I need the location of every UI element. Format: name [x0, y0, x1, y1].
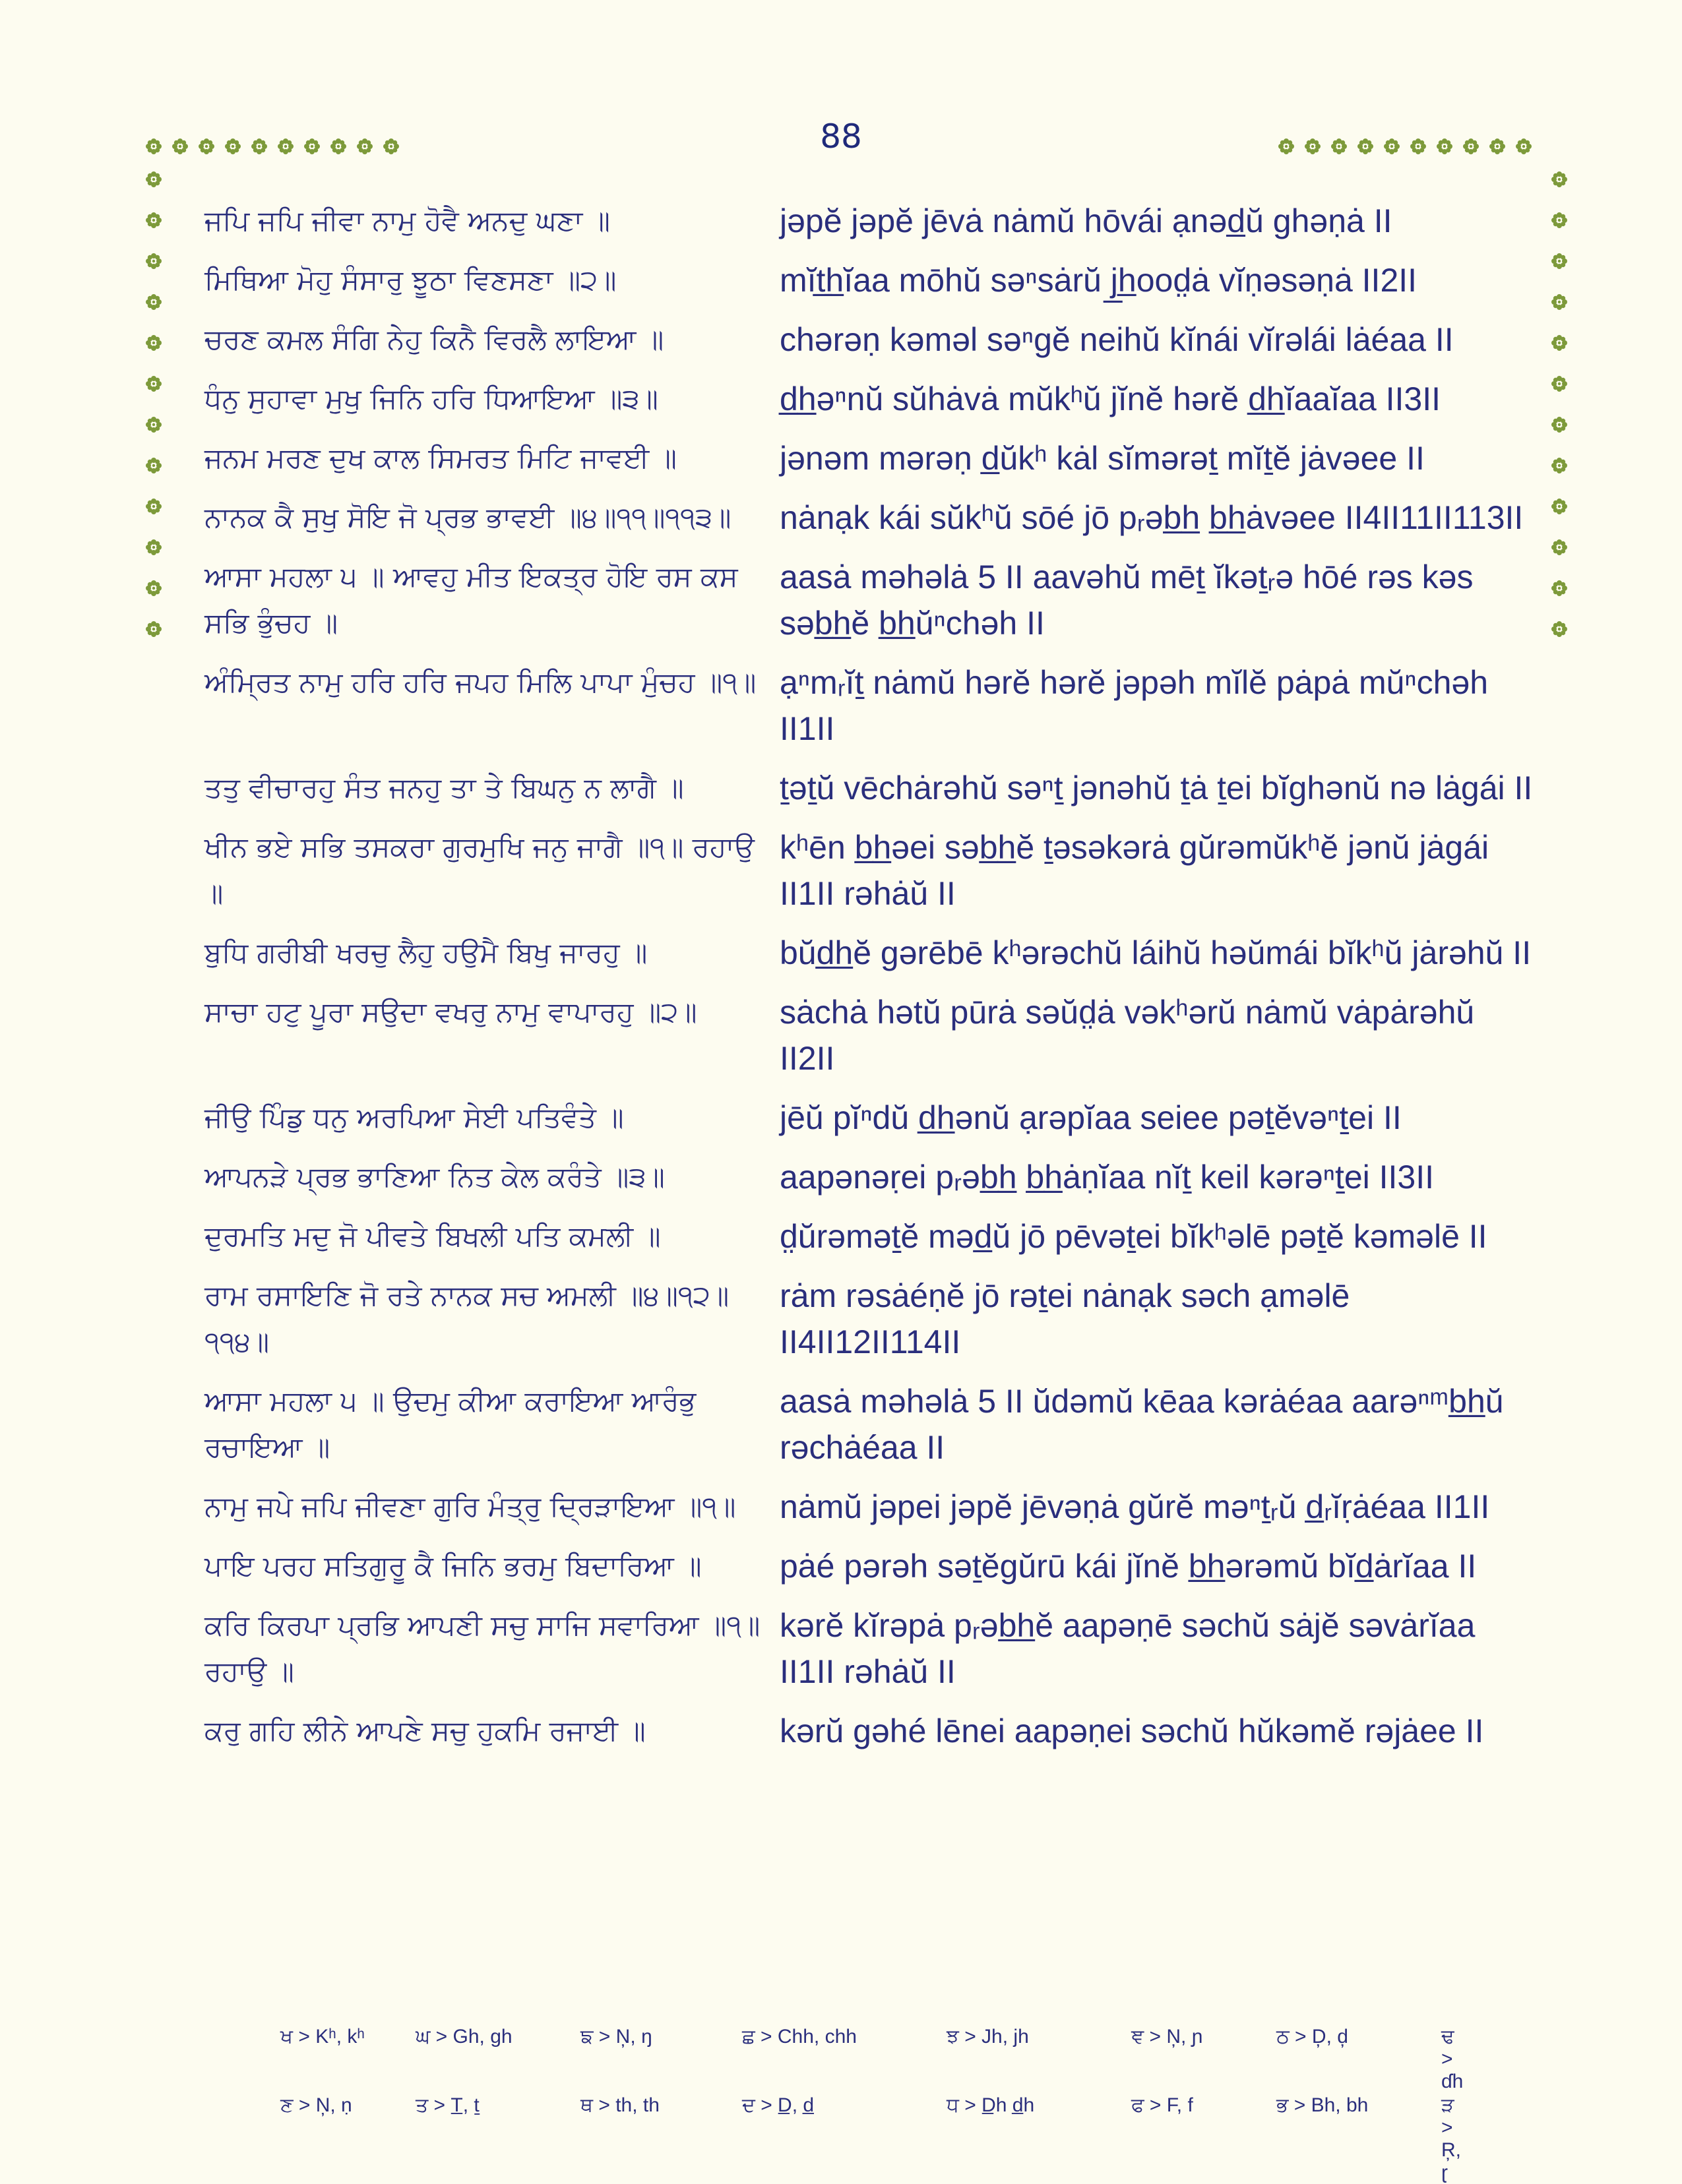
gurmukhi-line: ਆਸਾ ਮਹਲਾ ੫ ॥ ਉਦਮੁ ਕੀਆ ਕਰਾਇਆ ਆਰੰਭੁ ਰਚਾਇਆ ॥: [204, 1385, 697, 1463]
verse-row: [204, 435, 1537, 481]
verse-row: [204, 1213, 1537, 1259]
flower-ornament-icon: [146, 376, 162, 392]
legend-entry: ਧ > D̲h d̲h: [947, 2094, 1035, 2116]
flower-ornament-icon: [146, 335, 162, 351]
flower-ornament-icon: [1551, 458, 1567, 473]
gurmukhi-line: ਕਰੁ ਗਹਿ ਲੀਨੇ ਆਪਣੇ ਸਚੁ ਹੁਕਮਿ ਰਜਾਈ ॥: [204, 1714, 646, 1747]
flower-ornament-icon: [1551, 335, 1567, 351]
flower-ornament-icon: [1437, 138, 1452, 154]
gurmukhi-line: ਰਾਮ ਰਸਾਇਣਿ ਜੋ ਰਤੇ ਨਾਨਕ ਸਚ ਅਮਲੀ ॥੪॥੧੨॥੧੧੪॥: [204, 1279, 730, 1358]
legend-entry: ਞ > N̦, ɲ: [1131, 2026, 1203, 2048]
flower-ornament-icon: [1551, 621, 1567, 637]
transliteration-line: bŭd̲h̲ĕ gərēbē kʰərəchŭ láihŭ həŭmái bĭkʰŭ jȧrəhŭ II: [780, 934, 1532, 971]
flower-ornament-icon: [1551, 580, 1567, 596]
flower-ornament-icon: [172, 138, 188, 154]
legend-entry: ਭ > Bh, bh: [1276, 2094, 1369, 2116]
transliteration-line: jəpĕ jəpĕ jēvȧ nȧmŭ hōvái ạnəd̲ŭ ghəṇȧ II: [780, 202, 1392, 239]
flower-ornament-icon: [1551, 376, 1567, 392]
verse-row: [204, 1484, 1537, 1530]
legend-entry: ਫ > F, f: [1131, 2094, 1193, 2116]
gurmukhi-line: ਬੁਧਿ ਗਰੀਬੀ ਖਰਚੁ ਲੈਹੁ ਹਉਮੈ ਬਿਖੁ ਜਾਰਹੁ ॥: [204, 936, 648, 969]
gurmukhi-line: ਤਤੁ ਵੀਚਾਰਹੁ ਸੰਤ ਜਨਹੁ ਤਾ ਤੇ ਬਿਘਨੁ ਨ ਲਾਗੈ ॥: [204, 772, 684, 804]
flower-ornament-icon: [278, 138, 294, 154]
transliteration-line: nȧmŭ jəpei jəpĕ jēvəṇȧ gŭrĕ məⁿṯᵣŭ d̲ᵣĭṛȧéaa II1II: [780, 1488, 1490, 1525]
gurmukhi-line: ਆਪਨੜੇ ਪ੍ਰਭ ਭਾਣਿਆ ਨਿਤ ਕੇਲ ਕਰੰਤੇ ॥੩॥: [204, 1161, 665, 1193]
flower-ornament-icon: [1551, 212, 1567, 228]
flower-ornament-icon: [1516, 138, 1532, 154]
transliteration-line: aasȧ məhəlȧ 5 II ŭdəmŭ kēaa kərȧéaa aarəⁿᵐb̲h̲ŭ rəchȧéaa II: [780, 1383, 1504, 1466]
flower-ornament-icon: [146, 458, 162, 473]
transliteration-line: ạⁿmᵣĭṯ nȧmŭ hərĕ hərĕ jəpəh mĭlĕ pȧpȧ mŭⁿchəh II1II: [780, 664, 1489, 747]
legend-entry: ਠ > D̦, d̦: [1276, 2026, 1348, 2048]
verse-row: [204, 1154, 1537, 1200]
gurmukhi-line: ਮਿਥਿਆ ਮੋਹੁ ਸੰਸਾਰੁ ਝੂਠਾ ਵਿਣਸਣਾ ॥੨॥: [204, 264, 617, 296]
flower-ornament-icon: [225, 138, 241, 154]
transliteration-line: jənəm mərəṇ d̲ŭkʰ kȧl sĭmərəṯ mĭṯĕ jȧvəee II: [780, 440, 1425, 477]
gurmukhi-line: ਚਰਣ ਕਮਲ ਸੰਗਿ ਨੇਹੁ ਕਿਨੈ ਵਿਰਲੈ ਲਾਇਆ ॥: [204, 323, 664, 355]
verse-row: [204, 930, 1537, 976]
legend-entry: ਣ > N̦, ṇ: [280, 2094, 352, 2116]
flower-ornament-icon: [1551, 294, 1567, 310]
transliteration-line: aasȧ məhəlȧ 5 II aavəhŭ mēṯ ĭkəṯᵣə hōé rəs kəs səb̲h̲ĕ b̲h̲ŭⁿchəh II: [780, 559, 1474, 642]
verse-list: [204, 198, 1537, 1767]
legend-entry: ਢ > ɗh: [1441, 2026, 1464, 2092]
legend-entry: ੜ > R̦, ɽ: [1441, 2094, 1461, 2183]
verse-row: [204, 495, 1537, 541]
transliteration-line: nȧnạk kái sŭkʰŭ sōé jō pᵣəb̲h̲ b̲h̲ȧvəee II4II11II113II: [780, 499, 1524, 536]
transliteration-line: sȧchȧ hətŭ pūrȧ səŭd̤ȧ vəkʰərŭ nȧmŭ vȧpȧrəhŭ II2II: [780, 994, 1475, 1077]
gurmukhi-line: ਜਪਿ ਜਪਿ ਜੀਵਾ ਨਾਮੁ ਹੋਵੈ ਅਨਦੁ ਘਣਾ ॥: [204, 204, 610, 237]
flower-ornament-icon: [146, 138, 162, 154]
verse-row: [204, 376, 1537, 422]
gurmukhi-line: ਦੁਰਮਤਿ ਮਦੁ ਜੋ ਪੀਵਤੇ ਬਿਖਲੀ ਪਤਿ ਕਮਲੀ ॥: [204, 1220, 661, 1252]
verse-row: [204, 1708, 1537, 1754]
flower-ornament-icon: [146, 212, 162, 228]
verse-row: [204, 317, 1537, 363]
flower-ornament-icon: [146, 621, 162, 637]
legend-entry: ਤ > T̲, ṯ: [416, 2094, 480, 2116]
flower-ornament-icon: [199, 138, 214, 154]
transliteration-line: pȧé pərəh səṯĕgŭrū kái jĭnĕ b̲h̲ərəmŭ bĭd̲ȧrĭaa II: [780, 1548, 1477, 1585]
transliteration-line: ṯəṯŭ vēchȧrəhŭ səⁿṯ jənəhŭ ṯȧ ṯei bĭghənŭ nə lȧgái II: [780, 770, 1533, 806]
flower-ornament-icon: [1551, 539, 1567, 555]
gurmukhi-line: ਜਨਮ ਮਰਣ ਦੁਖ ਕਾਲ ਸਿਮਰਤ ਮਿਟਿ ਜਾਵਈ ॥: [204, 442, 677, 474]
legend-entry: ਥ > th, th: [580, 2094, 660, 2116]
gurmukhi-line: ਪਾਇ ਪਰਹ ਸਤਿਗੁਰੂ ਕੈ ਜਿਨਿ ਭਰਮੁ ਬਿਦਾਰਿਆ ॥: [204, 1550, 702, 1582]
gurmukhi-line: ਖੀਨ ਭਏ ਸਭਿ ਤਸਕਰਾ ਗੁਰਮੁਖਿ ਜਨੁ ਜਾਗੈ ॥੧॥ ਰਹਾਉ ॥: [204, 831, 755, 909]
flower-ornament-icon: [330, 138, 346, 154]
gurmukhi-line: ਧੰਨੁ ਸੁਹਾਵਾ ਮੁਖੁ ਜਿਨਿ ਹਰਿ ਧਿਆਇਆ ॥੩॥: [204, 382, 658, 415]
flower-ornament-icon: [304, 138, 320, 154]
verse-row: [204, 554, 1537, 646]
flower-ornament-icon: [1551, 253, 1567, 269]
gurmukhi-line: ਨਾਮੁ ਜਪੇ ਜਪਿ ਜੀਵਣਾ ਗੁਰਿ ਮੰਤ੍ਰੁ ਦ੍ਰਿੜਾਇਆ ॥੧॥: [204, 1490, 736, 1523]
verse-row: [204, 1095, 1537, 1141]
legend-row-2: [280, 2060, 1468, 2183]
flower-ornament-icon: [146, 294, 162, 310]
verse-row: [204, 257, 1537, 303]
gurmukhi-line: ਨਾਨਕ ਕੈ ਸੁਖੁ ਸੋਇ ਜੋ ਪ੍ਰਭ ਭਾਵਈ ॥੪॥੧੧॥੧੧੩॥: [204, 501, 732, 533]
gurmukhi-line: ਅੰਮ੍ਰਿਤ ਨਾਮੁ ਹਰਿ ਹਰਿ ਜਪਹ ਮਿਲਿ ਪਾਪਾ ਮੁੰਚਹ ॥੧॥: [204, 666, 757, 698]
flower-ornament-icon: [357, 138, 373, 154]
verse-row: [204, 1543, 1537, 1589]
flower-ornament-icon: [383, 138, 399, 154]
verse-row: [204, 765, 1537, 811]
legend-row-1: [280, 2026, 1468, 2092]
transliteration-line: rȧm rəsȧéṇĕ jō rəṯei nȧnạk səch ạməlē II4II12II114II: [780, 1277, 1350, 1360]
page-number: 88: [820, 117, 862, 156]
transliteration-line: d̤ŭrəməṯĕ məd̲ŭ jō pēvəṯei bĭkʰəlē pəṯĕ kəməlē II: [780, 1218, 1487, 1255]
flower-ornament-icon: [146, 539, 162, 555]
verse-row: [204, 824, 1537, 917]
flower-ornament-icon: [1384, 138, 1400, 154]
flower-ornament-icon: [1331, 138, 1347, 154]
legend-entry: ਖ > Kʰ, kʰ: [280, 2026, 365, 2048]
gurmukhi-line: ਸਾਚਾ ਹਟੁ ਪੂਰਾ ਸਉਦਾ ਵਖਰੁ ਨਾਮੁ ਵਾਪਾਰਹੁ ॥੨॥: [204, 996, 697, 1028]
flower-ornament-icon: [1305, 138, 1321, 154]
flower-ornament-icon: [1551, 417, 1567, 433]
gurmukhi-line: ਆਸਾ ਮਹਲਾ ੫ ॥ ਆਵਹੁ ਮੀਤ ਇਕਤ੍ਰ ਹੋਇ ਰਸ ਕਸ ਸਭਿ ਭੁੰਚਹ ॥: [204, 561, 738, 639]
transliteration-legend: [280, 2026, 1468, 2183]
transliteration-line: kərŭ gəhé lēnei aapəṇei səchŭ hŭkəmĕ rəjȧee II: [780, 1713, 1484, 1749]
flower-ornament-icon: [1489, 138, 1505, 154]
flower-ornament-icon: [146, 417, 162, 433]
transliteration-line: aapənəṛei pᵣəb̲h̲ b̲h̲ȧṇĭaa nĭṯ keil kərəⁿṯei II3II: [780, 1159, 1435, 1196]
transliteration-line: chərəṇ kəməl səⁿgĕ neihŭ kĭnái vĭrəlái lȧéaa II: [780, 321, 1454, 358]
gurmukhi-line: ਜੀਉ ਪਿੰਡੁ ਧਨੁ ਅਰਪਿਆ ਸੇਈ ਪਤਿਵੰਤੇ ॥: [204, 1101, 624, 1134]
verse-row: [204, 1378, 1537, 1471]
flower-ornament-icon: [251, 138, 267, 154]
legend-entry: ਛ > Chh, chh: [742, 2026, 857, 2048]
verse-row: [204, 659, 1537, 752]
flower-ornament-icon: [146, 499, 162, 514]
flower-ornament-icon: [1410, 138, 1426, 154]
legend-entry: ਦ > D̲, d̲: [742, 2094, 815, 2116]
transliteration-line: d̲h̲əⁿnŭ sŭhȧvȧ mŭkʰŭ jĭnĕ hərĕ d̲h̲ĭaaĭaa II3II: [780, 380, 1441, 417]
flower-ornament-icon: [1551, 499, 1567, 514]
flower-ornament-icon: [146, 171, 162, 187]
legend-entry: ਘ > Gh, gh: [416, 2026, 513, 2048]
verse-row: [204, 1273, 1537, 1365]
gurmukhi-line: ਕਰਿ ਕਿਰਪਾ ਪ੍ਰਭਿ ਆਪਣੀ ਸਚੁ ਸਾਜਿ ਸਵਾਰਿਆ ॥੧॥ ਰਹਾਉ ॥: [204, 1609, 761, 1687]
flower-ornament-icon: [146, 253, 162, 269]
flower-ornament-icon: [1278, 138, 1294, 154]
transliteration-line: kərĕ kĭrəpȧ pᵣəb̲h̲ĕ aapəṇē səchŭ sȧjĕ səvȧrĭaa II1II rəhȧŭ II: [780, 1607, 1476, 1690]
transliteration-line: jēŭ pĭⁿdŭ d̲h̲ənŭ ạrəpĭaa seiee pəṯĕvəⁿṯei II: [780, 1099, 1402, 1136]
verse-row: [204, 1602, 1537, 1695]
transliteration-line: mĭt̲h̲ĭaa mōhŭ səⁿsȧrŭ j̲h̲ood̤ȧ vĭṇəsəṇȧ II2II: [780, 262, 1417, 299]
legend-entry: ਙ > N̦, ŋ: [580, 2026, 652, 2048]
verse-row: [204, 989, 1537, 1081]
flower-ornament-icon: [1551, 171, 1567, 187]
flower-ornament-icon: [1357, 138, 1373, 154]
flower-ornament-icon: [1463, 138, 1479, 154]
legend-entry: ਝ > Jh, jh: [947, 2026, 1029, 2048]
flower-ornament-icon: [146, 580, 162, 596]
transliteration-line: kʰēn b̲h̲əei səb̲h̲ĕ ṯəsəkərȧ gŭrəmŭkʰĕ jənŭ jȧgái II1II rəhȧŭ II: [780, 829, 1489, 912]
verse-row: [204, 198, 1537, 244]
